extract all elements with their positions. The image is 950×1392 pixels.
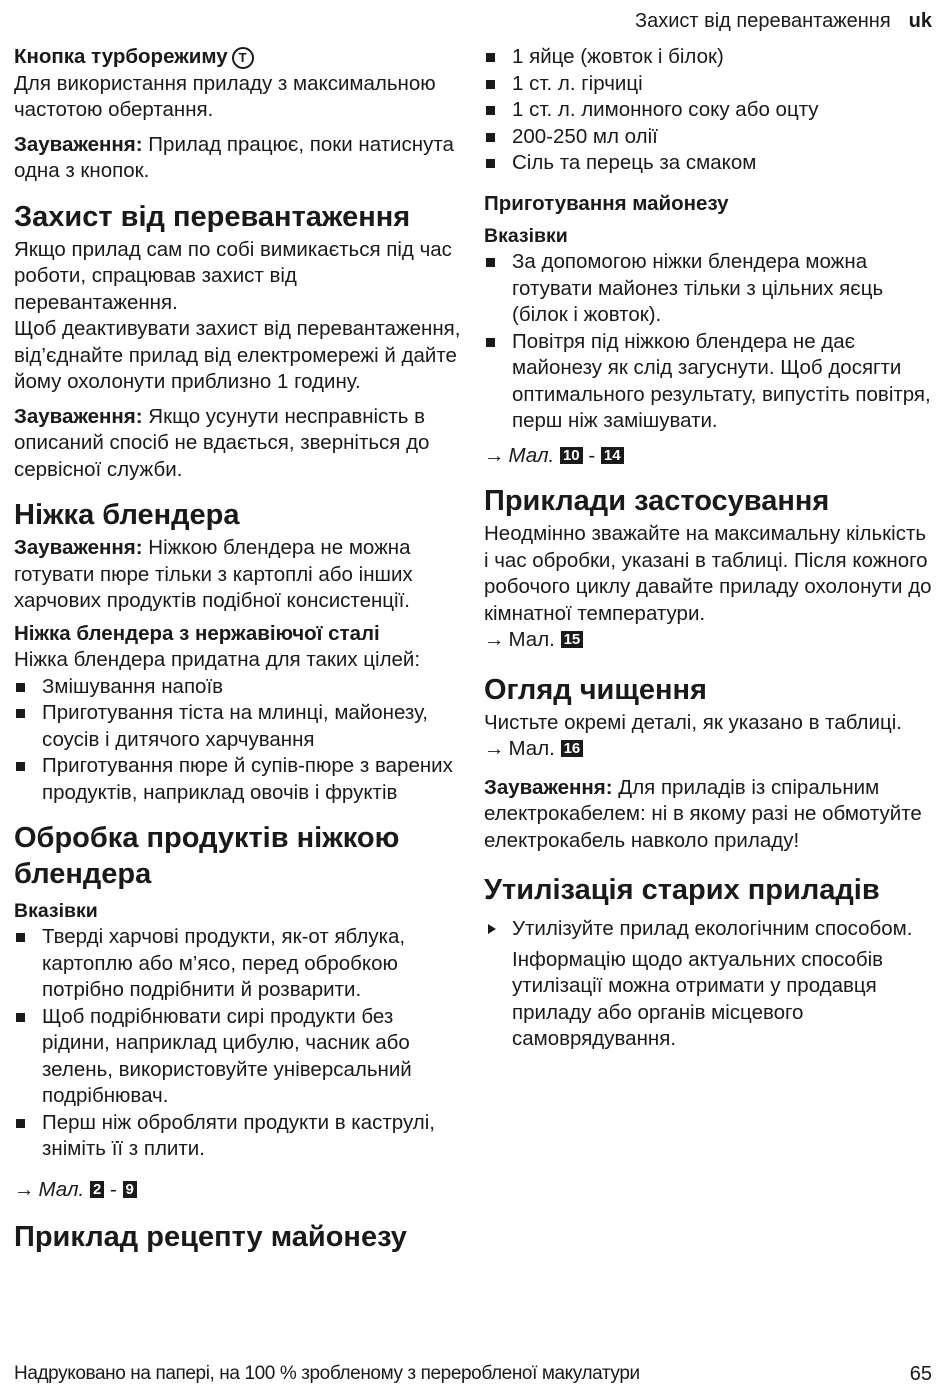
bullet-square-icon	[486, 106, 495, 115]
steel-blender-title: Ніжка блендера з нержавіючої сталі	[14, 621, 380, 645]
note-text: Якщо усунути несправність в описаний спосіб не вдається, зверніться до сервісної служби.	[14, 404, 430, 481]
list-item-text: Повітря під ніжкою блендера не дає майонезу як слід загуснути. Щоб досягти оптимального результату, випустіть повітря, перш ніж замішувати.	[512, 329, 931, 432]
list-item-text: Тверді харчові продукти, як-от яблука, картоплю або м’ясо, перед обробкою потрібно подрібнити й розварити.	[42, 925, 406, 1001]
figure-reference	[484, 627, 936, 654]
note-text: Для приладів із спіральним електрокабелем: ні в якому разі не обмотуйте електрокабель навколо приладу!	[484, 775, 922, 852]
figure-reference	[484, 443, 936, 470]
overload-paragraph-2: Щоб деактивувати захист від перевантаження, від’єднайте прилад від електромережі й дайте йому охолонути приблизно 1 годину.	[14, 317, 461, 393]
figure-number-badge: 2	[90, 1181, 104, 1198]
note-text: Ніжкою блендера не можна готувати пюре тільки з картоплі або інших харчових продуктів подібної консистенції.	[14, 536, 413, 612]
steel-uses-list	[14, 674, 466, 807]
bullet-square-icon	[16, 1119, 25, 1128]
figure-range-dash: -	[588, 443, 596, 467]
examples-text: Неодмінно зважайте на максимальну кількість і час обробки, указані в таблиці. Після кожного робочого циклу давайте приладу охолонути до кімнатної температури.	[484, 522, 932, 625]
figure-number-badge: 15	[561, 631, 584, 648]
ingredients-list	[484, 44, 936, 177]
recycled-paper-note: Надруковано на папері, на 100 % зробленому з переробленої макулатури	[14, 1363, 640, 1384]
page-number: 65	[909, 1363, 932, 1385]
list-item-text: Щоб подрібнювати сирі продукти без рідини, наприклад цибулю, часник або зелень, використовуйте універсальний подрібнювач.	[42, 1004, 412, 1107]
overload-note	[14, 404, 466, 484]
bullet-square-icon	[486, 159, 495, 168]
bullet-square-icon	[486, 338, 495, 347]
right-column	[484, 44, 936, 1053]
mayo-hints-list	[484, 249, 936, 435]
arrow-right-icon: →	[484, 628, 505, 651]
mayo-prep-title: Приготування майонезу	[484, 191, 729, 215]
header-section-title: Захист від перевантаження	[635, 10, 891, 32]
figure-reference	[484, 736, 936, 763]
bullet-square-icon	[16, 1013, 25, 1022]
arrow-right-icon: →	[14, 1177, 35, 1201]
arrow-right-icon: →	[484, 737, 505, 760]
list-item-text: Перш ніж обробляти продукти в каструлі, зніміть її з плити.	[42, 1110, 435, 1160]
list-item	[14, 1004, 466, 1110]
note-label: Зауваження:	[14, 404, 143, 428]
list-item-text: Утилізуйте прилад екологічним способом.	[512, 917, 913, 940]
list-item-text: 1 яйце (жовток і білок)	[512, 45, 724, 68]
bullet-square-icon	[486, 53, 495, 62]
list-item	[484, 329, 936, 435]
list-item	[14, 753, 466, 806]
figure-number-badge: 16	[561, 740, 584, 757]
list-item-text: Змішування напоїв	[42, 674, 224, 698]
steel-blender-text: Ніжка блендера придатна для таких цілей:	[14, 648, 421, 671]
disposal-list	[484, 916, 936, 943]
list-item	[14, 1110, 466, 1163]
list-item-text: 1 ст. л. гірчиці	[512, 71, 643, 95]
figure-number-badge: 14	[601, 447, 624, 464]
bullet-square-icon	[16, 933, 25, 942]
figure-range-dash: -	[110, 1177, 117, 1201]
cleaning-text: Чистьте окремі деталі, як указано в таблиці.	[484, 710, 902, 734]
figure-word: Мал.	[38, 1177, 85, 1201]
list-item	[484, 44, 936, 71]
turbo-button-title	[14, 44, 466, 71]
bullet-square-icon	[486, 258, 495, 267]
bullet-square-icon	[16, 762, 25, 771]
recipe-heading: Приклад рецепту майонезу	[14, 1221, 407, 1253]
bullet-square-icon	[16, 683, 25, 692]
list-item-text: 200-250 мл олії	[512, 124, 658, 148]
note-text: Прилад працює, поки натиснута одна з кнопок.	[14, 132, 454, 182]
list-item	[484, 150, 936, 177]
bullet-square-icon	[486, 80, 495, 89]
bullet-square-icon	[486, 133, 495, 142]
list-item	[14, 700, 466, 753]
list-item	[484, 71, 936, 98]
list-item-text: За допомогою ніжки блендера можна готувати майонез тільки з цільних яєць (білок і жовток).	[512, 250, 884, 326]
list-item	[484, 249, 936, 329]
processing-hints-label: Вказівки	[14, 900, 98, 922]
cleaning-heading: Огляд чищення	[484, 673, 707, 706]
list-item-text: Приготування тіста на млинці, майонезу, соусів і дитячого харчування	[42, 701, 428, 751]
note-label: Зауваження:	[484, 775, 613, 799]
processing-hints-list	[14, 924, 466, 1163]
figure-reference	[14, 1177, 466, 1204]
note-label: Зауваження:	[14, 132, 143, 156]
figure-word: Мал.	[508, 737, 555, 760]
figure-number-badge: 10	[560, 447, 583, 464]
blender-note	[14, 535, 466, 615]
left-column	[14, 44, 466, 1257]
triangle-bullet-icon	[488, 924, 496, 934]
disposal-info: Інформацію щодо актуальних способів утилізації можна отримати у продавця приладу або органів місцевого самоврядування.	[512, 947, 884, 1050]
arrow-right-icon: →	[484, 443, 505, 467]
processing-heading: Обробка продуктів ніжкою блендера	[14, 822, 400, 890]
turbo-note	[14, 132, 466, 185]
figure-word: Мал.	[508, 628, 555, 651]
figure-word: Мал.	[508, 443, 555, 467]
list-item	[484, 124, 936, 151]
disposal-heading: Утилізація старих приладів	[484, 874, 880, 906]
turbo-button-title-text: Кнопка турборежиму	[14, 45, 228, 68]
list-item-text: Приготування пюре й супів-пюре з варених продуктів, наприклад овочів і фруктів	[42, 754, 453, 804]
turbo-icon: T	[232, 47, 254, 69]
bullet-square-icon	[16, 709, 25, 718]
examples-heading: Приклади застосування	[484, 485, 830, 517]
header-language-code: uk	[908, 10, 932, 32]
list-item-text: Сіль та перець за смаком	[512, 151, 757, 174]
list-item	[484, 916, 936, 943]
list-item	[14, 924, 466, 1004]
running-header	[635, 8, 932, 34]
list-item-text: 1 ст. л. лимонного соку або оцту	[512, 98, 819, 121]
list-item	[484, 97, 936, 124]
turbo-text: Для використання приладу з максимальною частотою обертання.	[14, 71, 436, 121]
mayo-hints-label: Вказівки	[484, 225, 568, 247]
blender-heading: Ніжка блендера	[14, 499, 240, 531]
note-label: Зауваження:	[14, 536, 143, 559]
list-item	[14, 674, 466, 701]
cleaning-note	[484, 775, 936, 855]
page-footer	[14, 1362, 932, 1386]
figure-number-badge: 9	[123, 1181, 137, 1198]
overload-heading: Захист від перевантаження	[14, 200, 411, 233]
overload-paragraph-1: Якщо прилад сам по собі вимикається під час роботи, спрацював захист від перевантаження.	[14, 237, 452, 314]
